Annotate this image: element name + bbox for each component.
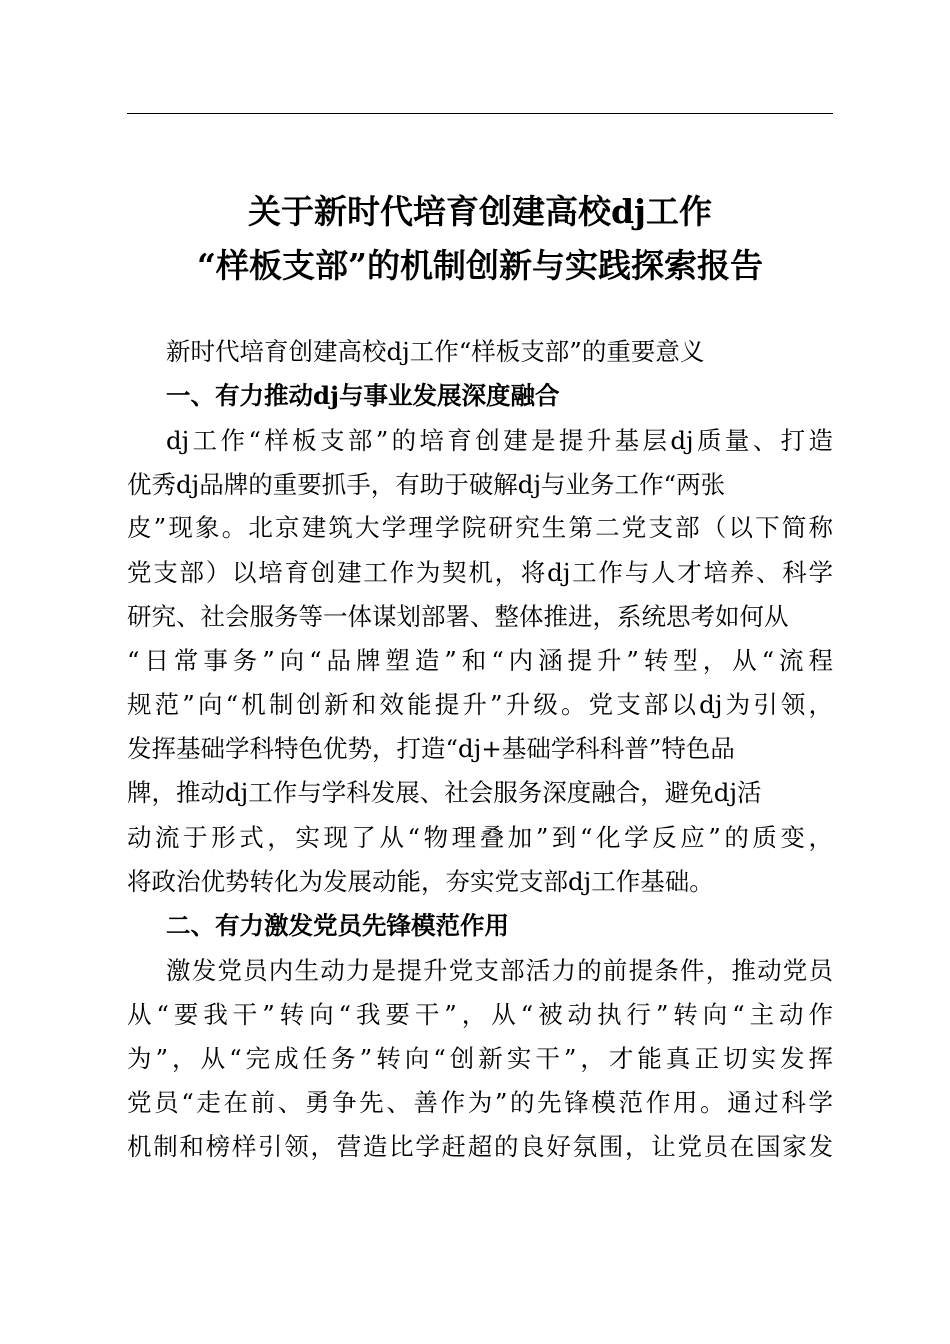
section-1-line: 牌，推动dj工作与学科发展、社会服务深度融合，避免dj活 [127, 778, 762, 807]
section-1-line: 发挥基础学科特色优势，打造“dj+基础学科科普”特色品 [127, 734, 735, 763]
section-1-line: 将政治优势转化为发展动能，夯实党支部dj工作基础。 [127, 867, 714, 896]
lead-heading: 新时代培育创建高校dj工作“样板支部”的重要意义 [166, 337, 705, 366]
section-2-line: 为”，从“完成任务”转向“创新实干”，才能真正切实发挥 [127, 1044, 833, 1073]
section-1-line: 研究、社会服务等一体谋划部署、整体推进，系统思考如何从 [127, 602, 789, 631]
header-rule [127, 113, 833, 114]
section-1-line: 动流于形式，实现了从“物理叠加”到“化学反应”的质变， [127, 823, 833, 852]
section-1-line: 皮”现象。北京建筑大学理学院研究生第二党支部（以下简称 [127, 513, 833, 542]
section-2-line: 从“要我干”转向“我要干”，从“被动执行”转向“主动作 [127, 1000, 833, 1029]
section-2-heading: 二、有力激发党员先锋模范作用 [166, 911, 509, 940]
section-1-line: 党支部）以培育创建工作为契机，将dj工作与人才培养、科学 [127, 558, 833, 587]
section-1-line: dj工作“样板支部”的培育创建是提升基层dj质量、打造 [166, 426, 833, 455]
document-title-line-1: 关于新时代培育创建高校dj工作 [247, 192, 712, 231]
section-2-line: 党员“走在前、勇争先、善作为”的先锋模范作用。通过科学 [127, 1088, 833, 1117]
section-1-line: “日常事务”向“品牌塑造”和“内涵提升”转型，从“流程 [127, 646, 833, 675]
section-2-line: 机制和榜样引领，营造比学赶超的良好氛围，让党员在国家发 [127, 1132, 833, 1161]
section-1-line: 优秀dj品牌的重要抓手，有助于破解dj与业务工作“两张 [127, 470, 726, 499]
section-2-line: 激发党员内生动力是提升党支部活力的前提条件，推动党员 [166, 956, 833, 985]
section-1-heading: 一、有力推动dj与事业发展深度融合 [166, 381, 560, 410]
document-title-line-2: “样板支部”的机制创新与实践探索报告 [197, 246, 763, 285]
section-1-line: 规范”向“机制创新和效能提升”升级。党支部以dj为引领， [127, 690, 833, 719]
